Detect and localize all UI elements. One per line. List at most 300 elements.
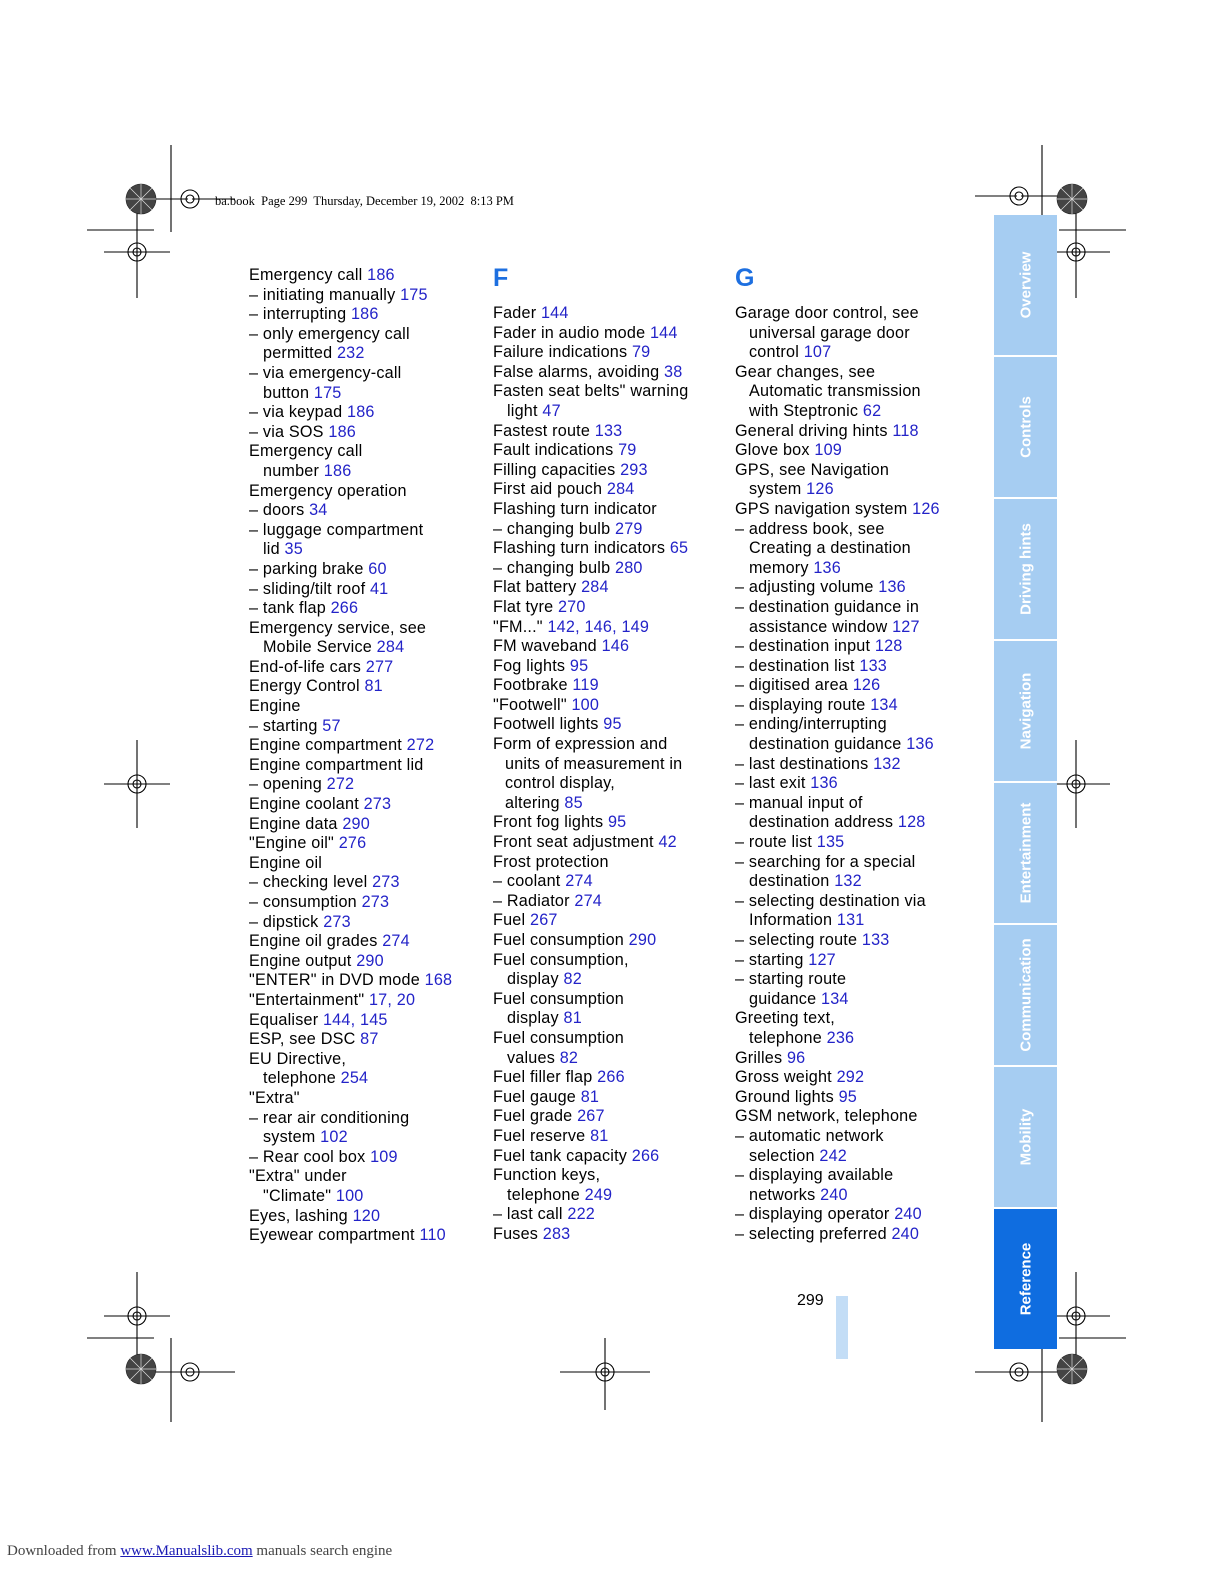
index-entry: [493, 657, 729, 677]
index-entry: [493, 1147, 729, 1167]
index-page-ref[interactable]: 186: [323, 461, 352, 480]
index-entry-text: – address book, see: [735, 519, 885, 538]
index-entry-text: – destination input: [735, 637, 875, 656]
index-entry: [493, 931, 729, 951]
index-page-ref[interactable]: 276: [338, 834, 367, 853]
index-page-ref[interactable]: 146: [601, 637, 630, 656]
index-page-ref[interactable]: 290: [342, 814, 370, 833]
index-page-ref[interactable]: 42: [658, 833, 677, 852]
index-page-ref[interactable]: 81: [364, 677, 383, 696]
index-entry: [249, 854, 485, 874]
index-page-ref[interactable]: 109: [370, 1147, 398, 1166]
index-entry-text: Grilles: [735, 1048, 787, 1067]
index-page-ref[interactable]: 273: [361, 893, 390, 911]
index-entry: [249, 815, 485, 835]
index-entry-text: – initiating manually: [249, 285, 401, 304]
index-page-ref[interactable]: 293: [620, 460, 648, 479]
index-entry: [493, 402, 729, 422]
index-entry: [735, 853, 975, 873]
index-entry-text: Flashing turn indicators: [493, 539, 670, 558]
index-entry-text: values: [507, 1048, 560, 1067]
index-page-ref[interactable]: 47: [542, 401, 561, 420]
index-entry: [735, 422, 975, 442]
index-page-ref[interactable]: 119: [572, 676, 599, 695]
index-page-ref[interactable]: 186: [350, 305, 379, 324]
index-entry-text: Failure indications: [493, 343, 632, 362]
index-entry-text: – starting: [249, 716, 323, 735]
index-entry-text: General driving hints: [735, 421, 893, 440]
index-page-ref[interactable]: 186: [347, 403, 375, 422]
index-entry-text: units of measurement in: [505, 754, 683, 773]
index-page-ref[interactable]: 126: [852, 676, 881, 695]
tab-controls[interactable]: [994, 357, 1057, 497]
index-page-ref[interactable]: 272: [406, 736, 435, 755]
index-entry-text: – displaying operator: [735, 1205, 895, 1224]
index-entry-text: – selecting preferred: [735, 1224, 892, 1243]
index-page-ref[interactable]: 222: [567, 1205, 595, 1224]
index-entry: [249, 952, 485, 972]
index-page-ref[interactable]: 273: [323, 912, 351, 931]
index-page-ref[interactable]: 242: [819, 1146, 847, 1165]
index-entry: [735, 1127, 975, 1147]
index-entry: [249, 384, 485, 404]
index-entry-text: – coolant: [493, 872, 566, 891]
index-entry-text: – interrupting: [249, 305, 351, 324]
index-entry: [735, 382, 975, 402]
tab-mobility[interactable]: [994, 1067, 1057, 1207]
index-entry-text: networks: [749, 1185, 821, 1204]
index-entry-text: display: [507, 970, 564, 989]
index-page-ref[interactable]: 144: [649, 323, 678, 342]
tab-label: Navigation: [1017, 672, 1034, 750]
index-entry: [249, 756, 485, 776]
index-page-ref[interactable]: 95: [838, 1087, 857, 1106]
index-entry: [249, 932, 485, 952]
index-entry-text: – Rear cool box: [249, 1147, 371, 1166]
index-page-ref[interactable]: 133: [594, 421, 623, 440]
tab-label: Mobility: [1017, 1108, 1034, 1166]
index-page-ref[interactable]: 102: [320, 1128, 348, 1147]
index-entry: [249, 775, 485, 795]
index-page-ref[interactable]: 81: [580, 1087, 600, 1106]
index-page-ref[interactable]: 270: [557, 597, 586, 616]
index-entry: [735, 500, 975, 520]
index-entry-text: Function keys,: [493, 1166, 601, 1185]
index-page-ref[interactable]: 81: [563, 1009, 582, 1028]
index-page-ref[interactable]: 38: [664, 362, 683, 381]
index-entry: [493, 500, 729, 520]
index-page-ref[interactable]: 127: [808, 950, 836, 969]
index-entry: [735, 755, 975, 775]
index-page-ref[interactable]: 107: [803, 343, 832, 362]
index-entry-text: GPS, see Navigation: [735, 460, 890, 479]
index-entry: [735, 1088, 975, 1108]
index-entry: [735, 696, 975, 716]
index-entry: [249, 697, 485, 717]
index-entry: [249, 1207, 485, 1227]
index-entry: [735, 343, 975, 363]
index-page-ref[interactable]: 240: [820, 1185, 848, 1204]
index-entry: [249, 482, 485, 502]
index-entry: [249, 1030, 485, 1050]
index-entry: [249, 344, 485, 364]
index-page-ref[interactable]: 136: [810, 774, 838, 793]
index-entry: [735, 520, 975, 540]
index-entry: [735, 1049, 975, 1069]
index-entry-text: – parking brake: [249, 559, 369, 578]
index-entry-text: "Climate": [263, 1186, 336, 1205]
page-number-bar: [836, 1296, 848, 1359]
index-entry: [735, 304, 975, 324]
index-page-ref[interactable]: 175: [313, 383, 342, 402]
index-entry-text: telephone: [263, 1069, 341, 1088]
index-entry-text: Fader: [493, 304, 541, 322]
index-entry-text: Front fog lights: [493, 813, 608, 832]
index-entry: [493, 774, 729, 794]
index-entry-text: Gross weight: [735, 1068, 837, 1087]
index-entry-text: control: [749, 343, 804, 362]
index-entry-text: destination guidance: [749, 735, 907, 754]
tab-label: Communication: [1017, 938, 1034, 1052]
index-page-ref[interactable]: 142, 146, 149: [547, 617, 650, 636]
tab-entertainment[interactable]: [994, 783, 1057, 923]
index-page-ref[interactable]: 266: [330, 599, 359, 618]
index-entry-text: "Footwell": [493, 695, 572, 714]
index-page-ref[interactable]: 96: [786, 1048, 806, 1067]
index-entry-text: – selecting route: [735, 931, 862, 949]
index-entry: [249, 1011, 485, 1031]
index-entry: [735, 1205, 975, 1225]
index-entry: [249, 580, 485, 600]
index-entry-text: – destination list: [735, 656, 860, 675]
index-entry-text: lid: [263, 540, 285, 559]
index-entry-text: – searching for a special: [735, 852, 916, 871]
index-entry-text: guidance: [749, 989, 822, 1008]
index-entry-text: – changing bulb: [493, 519, 616, 538]
index-entry: [249, 364, 485, 384]
index-entry: [249, 423, 485, 443]
index-page-ref[interactable]: 272: [326, 775, 355, 794]
index-entry-text: Engine data: [249, 814, 343, 833]
index-entry: [249, 677, 485, 697]
index-entry-text: – via SOS: [249, 422, 329, 441]
index-page-ref[interactable]: 267: [530, 911, 558, 930]
index-entry-text: Fuel consumption: [493, 1028, 624, 1047]
index-entry-text: Fault indications: [493, 441, 619, 460]
index-page-ref[interactable]: 95: [603, 715, 622, 734]
section-letter-f: F: [493, 264, 509, 292]
index-entry: [493, 715, 729, 735]
tab-driving-hints[interactable]: [994, 499, 1057, 639]
index-entry-text: – checking level: [249, 873, 373, 892]
index-entry-text: – destination guidance in: [735, 597, 920, 616]
index-page-ref[interactable]: 290: [628, 931, 657, 949]
index-entry-text: FM waveband: [493, 637, 602, 656]
index-entry: [735, 1166, 975, 1186]
index-entry-text: – opening: [249, 775, 327, 794]
index-page-ref[interactable]: 131: [836, 911, 865, 930]
index-entry-text: – via keypad: [249, 403, 347, 422]
index-page-ref[interactable]: 132: [873, 754, 901, 773]
index-page-ref[interactable]: 240: [891, 1224, 920, 1243]
index-entry: [249, 717, 485, 737]
index-page-ref[interactable]: 100: [571, 695, 600, 714]
index-page-ref[interactable]: 128: [874, 637, 903, 656]
index-page-ref[interactable]: 109: [814, 441, 842, 460]
index-entry-text: Gear changes, see: [735, 362, 876, 381]
index-page-ref[interactable]: 85: [564, 793, 583, 812]
index-entry: [493, 1049, 729, 1069]
index-entry-text: – dipstick: [249, 912, 324, 931]
index-page-ref[interactable]: 240: [894, 1205, 922, 1224]
index-page-ref[interactable]: 274: [382, 932, 410, 951]
index-page-ref[interactable]: 81: [590, 1126, 609, 1145]
index-entry: [735, 559, 975, 579]
index-entry-text: – last exit: [735, 774, 811, 793]
index-entry: [735, 1147, 975, 1167]
index-entry-text: destination address: [749, 813, 898, 832]
index-entry-text: Flat battery: [493, 578, 582, 597]
index-page-ref[interactable]: 120: [352, 1206, 381, 1225]
index-page-ref[interactable]: 135: [816, 833, 845, 852]
index-entry: [735, 911, 975, 931]
index-page-ref[interactable]: 266: [597, 1068, 625, 1087]
index-entry-text: – starting route: [735, 970, 847, 989]
index-entry-text: system: [263, 1128, 321, 1147]
index-entry: [493, 1186, 729, 1206]
index-entry: [493, 794, 729, 814]
index-page-ref[interactable]: 279: [615, 519, 643, 538]
index-entry-text: destination: [749, 872, 835, 891]
index-entry: [493, 539, 729, 559]
index-page-ref[interactable]: 273: [363, 795, 392, 814]
index-page-ref[interactable]: 134: [870, 695, 898, 714]
index-entry-text: Greeting text,: [735, 1009, 835, 1028]
index-entry: [249, 403, 485, 423]
index-entry: [493, 990, 729, 1010]
index-page-ref[interactable]: 57: [322, 716, 341, 735]
index-entry-text: Fog lights: [493, 656, 570, 675]
index-entry: [735, 774, 975, 794]
index-entry: [735, 578, 975, 598]
index-entry: [249, 658, 485, 678]
index-entry-text: Fuel consumption,: [493, 950, 629, 969]
index-entry-text: – consumption: [249, 893, 362, 911]
index-entry-text: – displaying available: [735, 1166, 894, 1185]
index-entry-text: with Steptronic: [749, 401, 863, 420]
index-page-ref[interactable]: 126: [912, 499, 940, 518]
index-entry: [735, 637, 975, 657]
index-entry-text: EU Directive,: [249, 1049, 347, 1068]
index-page-ref[interactable]: 274: [565, 872, 593, 891]
section-letter-g: G: [735, 264, 755, 292]
index-entry: [493, 637, 729, 657]
index-entry: [249, 266, 485, 286]
index-entry: [735, 813, 975, 833]
index-entry: [249, 1089, 485, 1109]
index-entry: [249, 1050, 485, 1070]
index-entry-text: – displaying route: [735, 695, 871, 714]
footer-link[interactable]: www.Manualslib.com: [120, 1543, 253, 1559]
index-page-ref[interactable]: 232: [336, 344, 365, 363]
tab-navigation[interactable]: [994, 641, 1057, 781]
index-page-ref[interactable]: 133: [861, 931, 890, 949]
index-entry-text: Glove box: [735, 441, 815, 460]
index-entry-text: ESP, see DSC: [249, 1030, 361, 1049]
index-entry: [493, 833, 729, 853]
index-entry: [493, 951, 729, 971]
index-page-ref[interactable]: 128: [897, 813, 926, 832]
index-page-ref[interactable]: 82: [563, 970, 582, 989]
index-entry: [249, 305, 485, 325]
index-page-ref[interactable]: 132: [834, 872, 862, 891]
index-entry-text: Energy Control: [249, 677, 365, 696]
index-page-ref[interactable]: 34: [309, 501, 328, 520]
index-page-ref[interactable]: 126: [806, 480, 834, 499]
index-page-ref[interactable]: 290: [356, 951, 384, 970]
index-entry-text: – automatic network: [735, 1126, 884, 1145]
index-page-ref[interactable]: 118: [892, 421, 919, 440]
index-entry-text: selection: [749, 1146, 820, 1165]
tab-label: Reference: [1017, 1242, 1034, 1316]
index-entry-text: Mobile Service: [263, 638, 377, 657]
index-entry-text: – adjusting volume: [735, 578, 879, 597]
index-page-ref[interactable]: 79: [631, 343, 651, 362]
index-page-ref[interactable]: 60: [368, 559, 387, 578]
index-page-ref[interactable]: 110: [419, 1226, 446, 1245]
index-page-ref[interactable]: 284: [581, 578, 609, 597]
index-entry: [735, 931, 975, 951]
index-entry-text: End-of-life cars: [249, 657, 366, 676]
index-page-ref[interactable]: 95: [607, 813, 627, 832]
index-page-ref[interactable]: 136: [878, 578, 906, 597]
index-entry: [735, 833, 975, 853]
index-page-ref[interactable]: 65: [669, 539, 689, 558]
index-page-ref[interactable]: 144: [540, 304, 569, 322]
index-entry: [249, 560, 485, 580]
index-entry: [493, 324, 729, 344]
page-number: 299: [797, 1292, 824, 1309]
index-entry-text: Filling capacities: [493, 460, 621, 479]
index-entry-text: Engine oil grades: [249, 932, 383, 951]
index-page-ref[interactable]: 62: [862, 401, 882, 420]
index-page-ref[interactable]: 17, 20: [368, 990, 416, 1009]
index-page-ref[interactable]: 267: [577, 1107, 605, 1126]
index-page-ref[interactable]: 127: [892, 617, 920, 636]
index-page-ref[interactable]: 87: [360, 1030, 379, 1049]
index-entry-text: Creating a destination: [749, 539, 911, 558]
index-page-ref[interactable]: 79: [618, 441, 637, 460]
index-entry-text: Emergency call: [249, 266, 368, 284]
index-entry: [735, 598, 975, 618]
index-entry-text: "Entertainment": [249, 990, 369, 1009]
index-entry: [735, 461, 975, 481]
index-page-ref[interactable]: 100: [335, 1186, 364, 1205]
index-entry-text: Emergency call: [249, 442, 363, 461]
index-page-ref[interactable]: 274: [574, 891, 602, 910]
index-page-ref[interactable]: 236: [826, 1028, 855, 1047]
index-column-f: [493, 304, 729, 1245]
index-page-ref[interactable]: 277: [365, 657, 394, 676]
index-page-ref[interactable]: 144, 145: [322, 1010, 388, 1029]
index-entry: [735, 1107, 975, 1127]
index-entry: [493, 970, 729, 990]
index-entry: [493, 872, 729, 892]
index-entry-text: telephone: [507, 1185, 585, 1204]
index-page-ref[interactable]: 134: [821, 989, 849, 1008]
index-entry: [249, 736, 485, 756]
index-entry: [493, 578, 729, 598]
index-page-ref[interactable]: 292: [836, 1068, 865, 1087]
index-entry-text: – luggage compartment: [249, 520, 424, 539]
index-page-ref[interactable]: 186: [367, 266, 395, 284]
index-entry-text: Flashing turn indicator: [493, 499, 657, 518]
index-page-ref[interactable]: 175: [400, 285, 428, 304]
index-page-ref[interactable]: 133: [859, 656, 887, 675]
index-page-ref[interactable]: 284: [376, 638, 405, 657]
index-page-ref[interactable]: 95: [569, 656, 589, 675]
index-entry-text: GPS navigation system: [735, 499, 913, 518]
index-entry-text: telephone: [749, 1028, 827, 1047]
index-entry-text: – changing bulb: [493, 558, 616, 577]
index-page-ref[interactable]: 284: [606, 480, 635, 499]
index-entry-text: Fuel filler flap: [493, 1068, 598, 1087]
index-entry-text: – rear air conditioning: [249, 1108, 410, 1127]
index-entry: [735, 1009, 975, 1029]
index-entry: [735, 735, 975, 755]
index-entry-text: Engine coolant: [249, 795, 364, 814]
index-entry: [735, 480, 975, 500]
index-entry-text: Engine compartment lid: [249, 755, 424, 774]
index-entry: [493, 1205, 729, 1225]
index-page-ref[interactable]: 186: [328, 422, 356, 441]
index-entry-text: Fuel consumption: [493, 989, 624, 1008]
index-entry-text: Fuel gauge: [493, 1087, 581, 1106]
index-page-ref[interactable]: 136: [906, 735, 934, 754]
index-entry-text: "FM...": [493, 617, 548, 636]
index-entry-text: altering: [505, 793, 565, 812]
index-page-ref[interactable]: 266: [631, 1146, 660, 1165]
index-entry-text: light: [507, 401, 543, 420]
index-entry-text: "Engine oil": [249, 834, 339, 853]
index-entry: [249, 462, 485, 482]
index-entry: [735, 402, 975, 422]
tab-reference[interactable]: [994, 1209, 1057, 1349]
footer-suffix: manuals search engine: [252, 1543, 393, 1559]
index-entry-text: – ending/interrupting: [735, 715, 887, 734]
index-entry: [249, 501, 485, 521]
index-entry: [493, 343, 729, 363]
index-page-ref[interactable]: 249: [584, 1185, 613, 1204]
index-page-ref[interactable]: 41: [369, 579, 389, 598]
index-page-ref[interactable]: 254: [340, 1069, 369, 1088]
download-footer: [7, 1543, 392, 1560]
index-page-ref[interactable]: 168: [424, 971, 453, 990]
index-entry: [735, 657, 975, 677]
index-page-ref[interactable]: 82: [559, 1048, 579, 1067]
index-entry-text: "Extra": [249, 1088, 300, 1107]
index-entry: [493, 813, 729, 833]
index-page-ref[interactable]: 280: [615, 558, 643, 577]
index-page-ref[interactable]: 35: [284, 540, 303, 559]
tab-overview[interactable]: [994, 215, 1057, 355]
index-page-ref[interactable]: 136: [813, 558, 841, 577]
index-entry: [249, 638, 485, 658]
index-page-ref[interactable]: 273: [372, 873, 400, 892]
index-page-ref[interactable]: 283: [542, 1224, 571, 1243]
tab-communication[interactable]: [994, 925, 1057, 1065]
index-entry: [493, 304, 729, 324]
